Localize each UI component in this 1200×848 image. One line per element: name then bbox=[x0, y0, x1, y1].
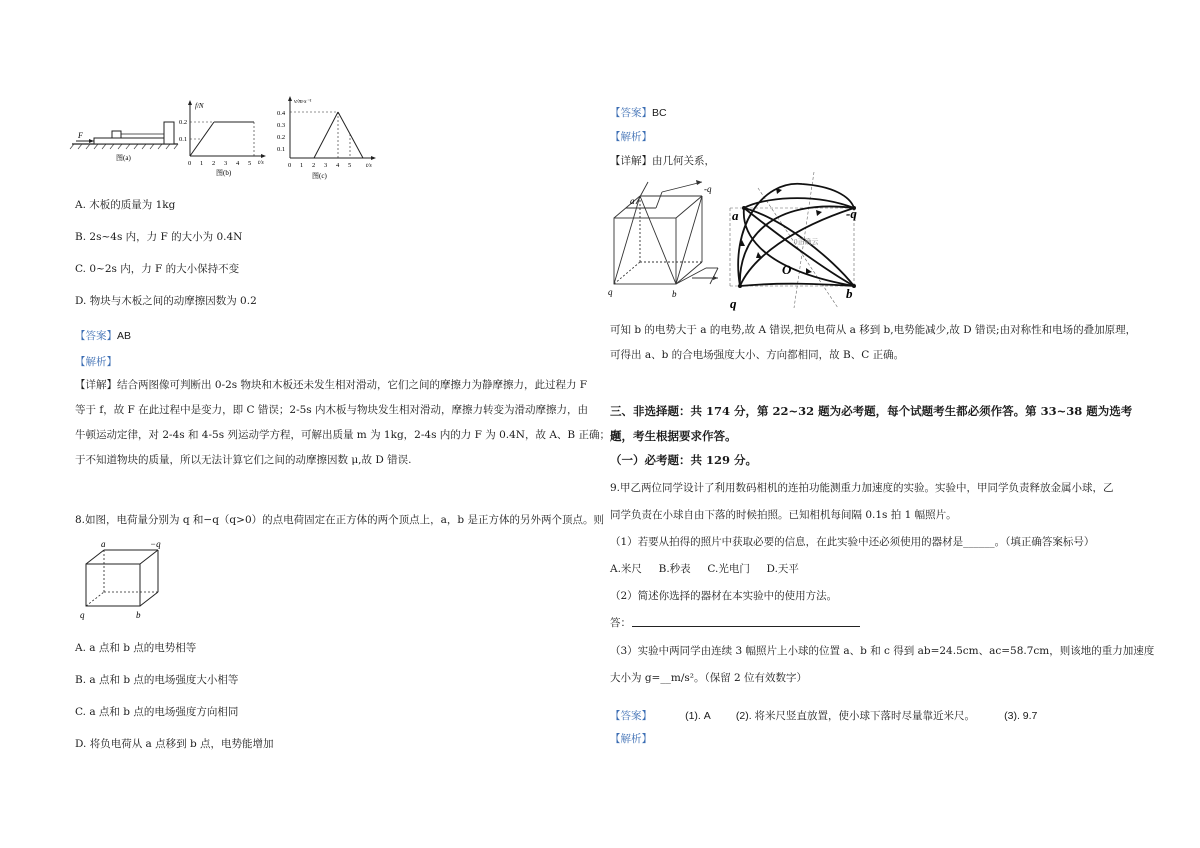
analysis-cube-label-b: b bbox=[672, 289, 677, 299]
q8-detail-intro: 【详解】由几何关系， bbox=[610, 155, 715, 167]
q8-cube-label-a: a bbox=[101, 539, 106, 549]
figure-c-x-axis-label: t/s bbox=[366, 163, 372, 169]
answer-tag: 【答案】 bbox=[610, 107, 652, 119]
q9-part-3-cont: 大小为 g=__m/s²。（保留 2 位有效数字） bbox=[610, 672, 808, 684]
q9-stem-line: 9.甲乙两位同学设计了利用数码相机的连拍功能测重力加速度的实验。实验中，甲同学负责释放金属小球，乙 bbox=[610, 482, 1114, 494]
figure-c-x-tick: 5 bbox=[348, 162, 352, 169]
figure-c-x-tick: 2 bbox=[312, 162, 316, 169]
q8-answer bbox=[610, 101, 667, 120]
figure-a-block-board bbox=[70, 118, 182, 170]
q9-answer-blank-line bbox=[632, 626, 860, 627]
q8-cube-label-neg-q: −q bbox=[150, 539, 161, 549]
field-label-neg-q: -q bbox=[846, 206, 857, 221]
figure-b-friction-graph bbox=[180, 98, 272, 178]
answer-value: BC bbox=[652, 107, 667, 119]
q7-option-c: C. 0~2s 内，力 F 的大小保持不变 bbox=[75, 263, 240, 275]
q9-answer-part-2: (2). 将米尺竖直放置，使小球下落时尽量靠近米尺。 bbox=[735, 710, 976, 722]
q9-part-2: （2）简述你选择的器材在本实验中的使用方法。 bbox=[610, 590, 838, 602]
q7-detail-line: 等于 f，故 F 在此过程中是变力，即 C 错误；2-5s 内木板与物块发生相对滑动，摩擦力转变为滑动摩擦力，由 bbox=[75, 404, 589, 416]
figure-a-force-label: F bbox=[78, 131, 83, 140]
q8-option-c: C. a 点和 b 点的电场强度方向相同 bbox=[75, 706, 239, 718]
q8-analysis-tag: 【解析】 bbox=[610, 131, 652, 143]
figure-c-x-tick: 1 bbox=[300, 162, 304, 169]
q9-answer-part-1: (1). A bbox=[685, 710, 711, 722]
field-label-b: b bbox=[846, 286, 853, 301]
q9-answer-prompt: 答： bbox=[610, 617, 631, 629]
figure-c-y-tick: 0.1 bbox=[277, 146, 286, 153]
q7-answer bbox=[75, 324, 131, 343]
q8-option-a: A. a 点和 b 点的电势相等 bbox=[75, 642, 197, 654]
figure-c-caption: 图(c) bbox=[312, 172, 327, 180]
figure-c-x-tick: 4 bbox=[336, 162, 340, 169]
section-3-heading: 三、非选择题：共 174 分，第 22~32 题为必考题，每个试题考生都必须作答。第 33~38 题为选考 bbox=[610, 404, 1133, 418]
analysis-cube-label-neg-q: -q bbox=[704, 184, 712, 194]
field-label-q: q bbox=[730, 296, 737, 311]
figure-c-x-tick: 3 bbox=[324, 162, 328, 169]
figure-c-y-axis-label: v/m·s⁻¹ bbox=[294, 99, 312, 105]
q9-part-1: （1）若要从拍得的照片中获取必要的信息，在此实验中还必须使用的器材是______。（填正确答案标号） bbox=[610, 536, 1095, 548]
section-3-heading-cont: 题，考生根据要求作答。 bbox=[610, 429, 737, 443]
q8-cube-figure bbox=[76, 538, 172, 622]
q9-part-3: （3）实验中两同学由连续 3 幅照片上小球的位置 a、b 和 c 得到 ab=24.5cm、ac=58.7cm，则该地的重力加速度 bbox=[610, 645, 1155, 657]
figure-c-x-tick: 0 bbox=[288, 162, 292, 169]
q8-detail-line: 可得出 a、b 的合电场强度大小、方向都相同，故 B、C 正确。 bbox=[610, 349, 905, 361]
q7-option-b: B. 2s~4s 内，力 F 的大小为 0.4N bbox=[75, 231, 243, 243]
figure-b-x-tick: 0 bbox=[188, 160, 192, 167]
field-label-a: a bbox=[732, 208, 739, 223]
section-3-subheading: （一）必考题：共 129 分。 bbox=[610, 453, 758, 467]
figure-b-x-axis-label: t/s bbox=[258, 160, 264, 166]
answer-value: AB bbox=[117, 330, 132, 342]
q7-detail-line: 于不知道物块的质量，所以无法计算它们之间的动摩擦因数 μ,故 D 错误. bbox=[75, 454, 412, 466]
answer-tag: 【答案】 bbox=[75, 330, 117, 342]
analysis-cube-label-q: q bbox=[608, 287, 613, 297]
figure-b-y-tick: 0.2 bbox=[179, 119, 188, 126]
q7-detail-line: 【详解】结合两图像可判断出 0-2s 物块和木板还未发生相对滑动，它们之间的摩擦力为静摩擦力，此过程力 F bbox=[75, 379, 588, 391]
figure-c-y-tick: 0.3 bbox=[277, 122, 286, 129]
figure-b-x-tick: 2 bbox=[212, 160, 216, 167]
q9-choices: A.米尺 B.秒表 C.光电门 D.天平 bbox=[610, 563, 799, 575]
q8-analysis-cube-figure bbox=[606, 178, 726, 302]
figure-c-y-tick: 0.4 bbox=[277, 110, 286, 117]
q8-option-d: D. 将负电荷从 a 点移到 b 点，电势能增加 bbox=[75, 738, 274, 750]
q7-analysis-tag: 【解析】 bbox=[75, 356, 117, 368]
q8-cube-label-q: q bbox=[80, 610, 85, 620]
figure-b-caption: 图(b) bbox=[216, 169, 232, 177]
figure-b-x-tick: 1 bbox=[200, 160, 204, 167]
answer-tag: 【答案】 bbox=[610, 710, 652, 722]
field-label-o: O bbox=[782, 262, 792, 277]
q9-stem-line: 同学负责在小球自由下落的时候拍照。已知相机每间隔 0.1s 拍 1 幅照片。 bbox=[610, 509, 957, 521]
figure-b-x-tick: 5 bbox=[248, 160, 252, 167]
q7-option-a: A. 木板的质量为 1kg bbox=[75, 199, 176, 211]
analysis-cube-label-a: a bbox=[630, 196, 635, 206]
figure-c-y-tick: 0.2 bbox=[277, 134, 286, 141]
q9-answer bbox=[610, 704, 1037, 723]
q8-detail-line: 可知 b 的电势大于 a 的电势,故 A 错误,把负电荷从 a 移到 b,电势能减少,故 D 错误;由对称性和电场的叠加原理， bbox=[610, 324, 1137, 336]
q8-analysis-field-figure bbox=[722, 168, 874, 316]
figure-b-y-tick: 0.1 bbox=[179, 136, 188, 143]
figure-b-y-axis-label: f/N bbox=[195, 102, 204, 110]
q8-stem: 8.如图，电荷量分别为 q 和−q（q>0）的点电荷固定在正方体的两个顶点上，a，b 是正方体的另外两个顶点。则 bbox=[75, 514, 604, 526]
q8-option-b: B. a 点和 b 点的电场强度大小相等 bbox=[75, 674, 239, 686]
q9-analysis-tag: 【解析】 bbox=[610, 733, 652, 745]
q7-detail-line: 牛顿运动定律，对 2-4s 和 4-5s 列运动学方程，可解出质量 m 为 1kg，2-4s 内的力 F 为 0.4N，故 A、B 正确；由 bbox=[75, 429, 621, 441]
figure-a-caption: 图(a) bbox=[116, 154, 131, 162]
figure-b-x-tick: 4 bbox=[236, 160, 240, 167]
figure-c-velocity-graph bbox=[274, 92, 382, 180]
q9-answer-part-3: (3). 9.7 bbox=[1004, 710, 1038, 722]
watermark-text: 0正确云 bbox=[794, 238, 819, 246]
q8-cube-label-b: b bbox=[136, 610, 141, 620]
figure-b-x-tick: 3 bbox=[224, 160, 228, 167]
q7-option-d: D. 物块与木板之间的动摩擦因数为 0.2 bbox=[75, 295, 257, 307]
